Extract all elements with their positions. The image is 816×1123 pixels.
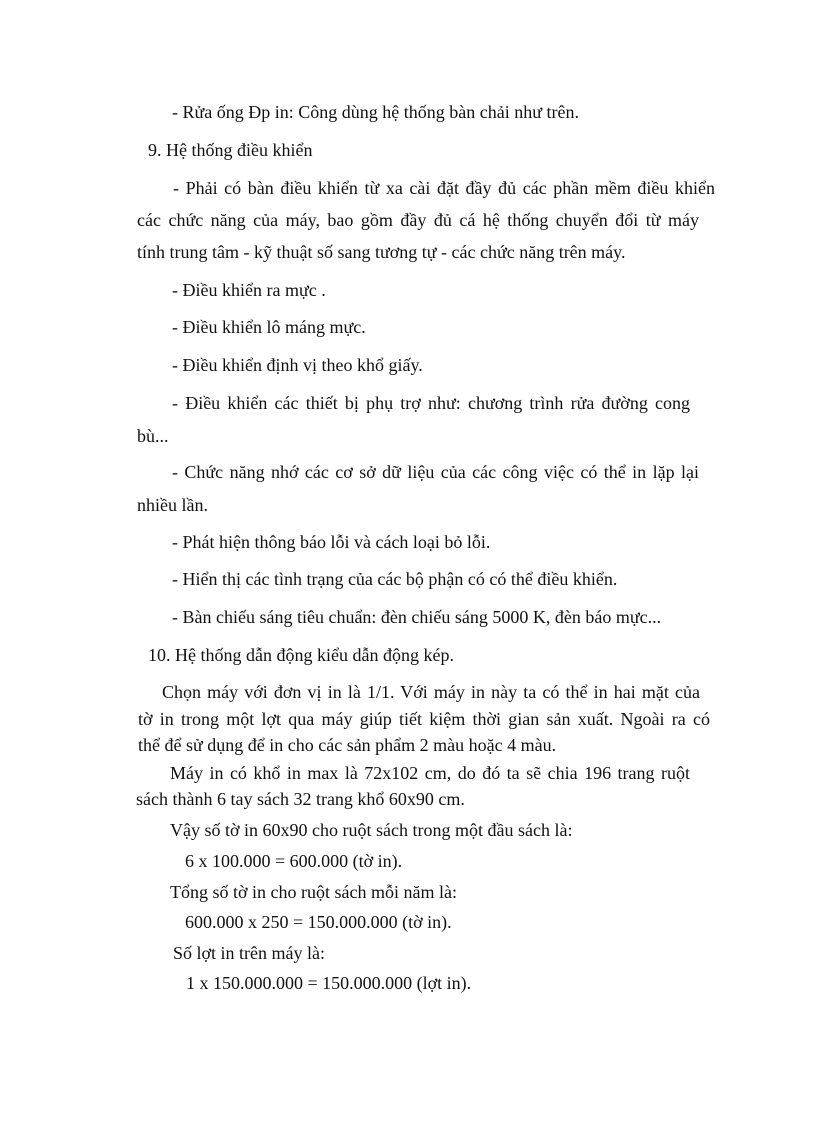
text-line: 1 x 150.000.000 = 150.000.000 (lợt in). <box>186 973 472 993</box>
text-line: Tổng số tờ in cho ruột sách mỗi năm là: <box>170 882 457 902</box>
text-line: - Chức năng nhớ các cơ sở dữ liệu của các công việc có thể in lặp lại <box>172 462 699 482</box>
text-line: Số lợt in trên máy là: <box>173 943 325 963</box>
text-line: tính trung tâm - kỹ thuật số sang tương tự - các chức năng trên máy. <box>137 242 626 262</box>
text-line: - Rửa ống Đp in: Công dùng hệ thống bàn chải như trên. <box>172 102 579 122</box>
text-line: Máy in có khổ in max là 72x102 cm, do đó ta sẽ chia 196 trang ruột <box>170 763 690 783</box>
text-line: nhiều lần. <box>137 495 208 515</box>
text-line: Chọn máy với đơn vị in là 1/1. Với máy in này ta có thể in hai mặt của <box>162 682 700 702</box>
text-line: 600.000 x 250 = 150.000.000 (tờ in). <box>185 912 452 932</box>
text-line: - Bàn chiếu sáng tiêu chuẩn: đèn chiếu sáng 5000 K, đèn báo mực... <box>172 607 662 627</box>
text-line: - Điều khiển định vị theo khổ giấy. <box>172 355 423 375</box>
text-line: - Điều khiển các thiết bị phụ trợ như: chương trình rửa đường cong <box>172 393 690 413</box>
section-heading: 10. Hệ thống dẫn động kiểu dẫn động kép. <box>148 645 454 665</box>
text-line: các chức năng của máy, bao gồm đầy đủ cá hệ thống chuyển đổi từ máy <box>137 210 699 230</box>
text-line: bù... <box>137 426 169 446</box>
text-line: Vậy số tờ in 60x90 cho ruột sách trong một đầu sách là: <box>170 820 573 840</box>
text-line: 6 x 100.000 = 600.000 (tờ in). <box>185 851 403 871</box>
section-heading: 9. Hệ thống điều khiển <box>148 140 313 160</box>
text-line: - Điều khiển lô máng mực. <box>172 317 366 337</box>
text-line: - Phát hiện thông báo lỗi và cách loại bỏ lỗi. <box>172 532 491 552</box>
text-line: - Phải có bàn điều khiển từ xa cài đặt đầy đủ các phần mềm điều khiển <box>173 178 715 198</box>
text-line: sách thành 6 tay sách 32 trang khổ 60x90 cm. <box>136 789 465 809</box>
text-line: thể để sử dụng để in cho các sản phẩm 2 màu hoặc 4 màu. <box>138 735 557 755</box>
text-line: - Điều khiển ra mực . <box>172 280 326 300</box>
text-line: tờ in trong một lợt qua máy giúp tiết kiệm thời gian sản xuất. Ngoài ra có <box>138 709 710 729</box>
text-line: - Hiển thị các tình trạng của các bộ phận có có thể điều khiển. <box>172 569 618 589</box>
